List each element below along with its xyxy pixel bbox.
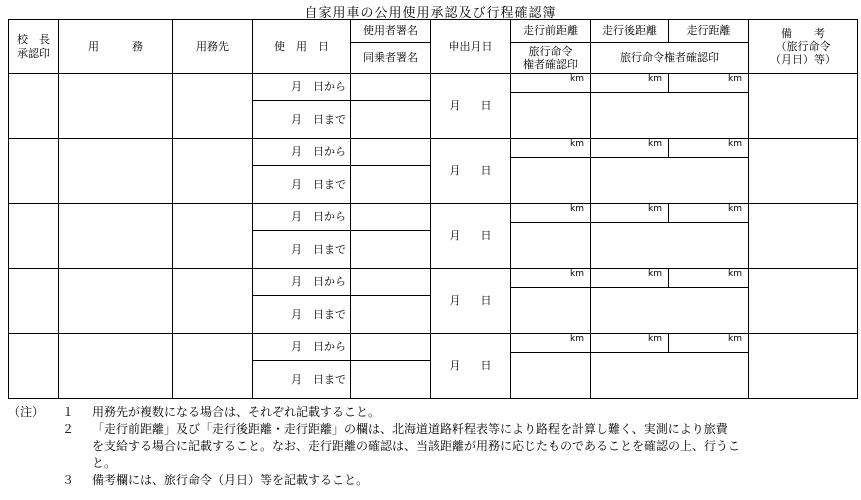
- remarks-cell[interactable]: [749, 139, 858, 204]
- duty-cell[interactable]: [59, 204, 173, 269]
- note-prefix: [8, 472, 62, 489]
- km-unit: km: [570, 204, 584, 214]
- note-line: [8, 472, 854, 489]
- note-number: ２: [62, 422, 75, 436]
- user-signature-cell[interactable]: [351, 334, 431, 361]
- header-travel-order-seal-line2: 権者確認印: [523, 58, 578, 71]
- note-number: [62, 455, 92, 472]
- date-from-label: 月 日から: [291, 275, 346, 289]
- passenger-signature-cell[interactable]: [351, 360, 431, 399]
- principal-seal-cell[interactable]: [9, 204, 59, 269]
- user-signature-cell[interactable]: [351, 139, 431, 166]
- distance-before-cell[interactable]: [511, 334, 591, 353]
- note-prefix: [8, 421, 62, 438]
- date-from-cell[interactable]: [253, 334, 351, 361]
- principal-seal-cell[interactable]: [9, 74, 59, 139]
- date-to-cell[interactable]: [253, 360, 351, 399]
- date-to-label: 月 日まで: [291, 372, 346, 386]
- header-principal-seal: [9, 20, 59, 74]
- header-remarks-line2: （旅行命令: [775, 39, 831, 53]
- passenger-signature-cell[interactable]: [351, 165, 431, 204]
- header-application-date: 申出月日: [431, 20, 511, 74]
- distance-after-cell[interactable]: [591, 204, 669, 223]
- header-user-signature: 使用者署名: [351, 20, 431, 43]
- km-unit: km: [648, 74, 662, 84]
- principal-seal-cell[interactable]: [9, 269, 59, 334]
- note-text: 「走行前距離」及び「走行後距離・走行距離」の欄は、北海道道路粁程表等により路程を計算し難く、実測により旅費: [92, 422, 728, 436]
- header-usage-date: 使 用 日: [253, 20, 351, 74]
- date-from-cell[interactable]: [253, 74, 351, 101]
- km-unit: km: [648, 269, 662, 279]
- remarks-cell[interactable]: [749, 334, 858, 399]
- application-month: 月: [449, 294, 461, 308]
- note-text: を支給する場合に記載すること。なお、走行距離の確認は、当該距離が用務に応じたものであることを確認の上、行うこ: [92, 439, 741, 453]
- record-row: [9, 74, 858, 93]
- destination-cell[interactable]: [173, 334, 253, 399]
- note-line: [8, 421, 854, 438]
- duty-cell[interactable]: [59, 334, 173, 399]
- header-remarks: [749, 20, 858, 74]
- header-distance-after: 走行後距離: [591, 20, 669, 43]
- km-unit: km: [728, 269, 742, 279]
- header-destination: 用務先: [173, 20, 253, 74]
- header-travel-order-seal: [511, 43, 591, 74]
- principal-seal-cell[interactable]: [9, 139, 59, 204]
- km-unit: km: [728, 334, 742, 344]
- header-principal-seal-line1: 校 長: [17, 33, 50, 47]
- application-month: 月: [449, 359, 461, 373]
- note-line: [8, 455, 854, 472]
- date-to-cell[interactable]: [253, 100, 351, 139]
- distance-traveled-cell[interactable]: [669, 204, 749, 223]
- application-day: 日: [480, 359, 492, 373]
- date-to-cell[interactable]: [253, 230, 351, 269]
- km-unit: km: [648, 204, 662, 214]
- travel-order-seal-cell[interactable]: [511, 353, 591, 399]
- application-month: 月: [449, 229, 461, 243]
- principal-seal-cell[interactable]: [9, 334, 59, 399]
- date-to-label: 月 日まで: [291, 307, 346, 321]
- destination-cell[interactable]: [173, 204, 253, 269]
- application-date-cell[interactable]: [431, 269, 511, 334]
- km-unit: km: [570, 334, 584, 344]
- date-from-cell[interactable]: [253, 269, 351, 296]
- note-text: と。: [92, 456, 117, 470]
- distance-traveled-cell[interactable]: [669, 269, 749, 288]
- header-duty: 用 務: [59, 20, 173, 74]
- km-unit: km: [728, 139, 742, 149]
- header-distance-before: 走行前距離: [511, 20, 591, 43]
- remarks-cell[interactable]: [749, 269, 858, 334]
- header-passenger-signature: 同乗者署名: [351, 43, 431, 74]
- travel-order-seal-wide-cell[interactable]: [591, 223, 749, 269]
- record-row: [9, 269, 858, 288]
- remarks-cell[interactable]: [749, 204, 858, 269]
- application-day: 日: [480, 229, 492, 243]
- km-unit: km: [728, 204, 742, 214]
- date-from-label: 月 日から: [291, 210, 346, 224]
- application-day: 日: [480, 294, 492, 308]
- distance-before-cell[interactable]: [511, 269, 591, 288]
- note-prefix: [8, 438, 62, 455]
- km-unit: km: [648, 334, 662, 344]
- application-date-cell[interactable]: [431, 74, 511, 139]
- application-date-cell[interactable]: [431, 334, 511, 399]
- remarks-cell[interactable]: [749, 74, 858, 139]
- travel-order-seal-wide-cell[interactable]: [591, 353, 749, 399]
- application-day: 日: [480, 164, 492, 178]
- notes-section: [8, 404, 854, 489]
- header-row-1: [9, 20, 858, 43]
- duty-cell[interactable]: [59, 269, 173, 334]
- application-date-cell[interactable]: [431, 139, 511, 204]
- passenger-signature-cell[interactable]: [351, 100, 431, 139]
- passenger-signature-cell[interactable]: [351, 295, 431, 334]
- duty-cell[interactable]: [59, 74, 173, 139]
- ledger-table: [8, 19, 858, 399]
- record-row: [9, 139, 858, 158]
- destination-cell[interactable]: [173, 74, 253, 139]
- date-from-cell[interactable]: [253, 204, 351, 231]
- user-signature-cell[interactable]: [351, 269, 431, 296]
- distance-after-cell[interactable]: [591, 269, 669, 288]
- distance-traveled-cell[interactable]: [669, 139, 749, 158]
- date-to-cell[interactable]: [253, 165, 351, 204]
- duty-cell[interactable]: [59, 139, 173, 204]
- travel-order-seal-wide-cell[interactable]: [591, 288, 749, 334]
- header-distance-traveled: 走行距離: [669, 20, 749, 43]
- km-unit: km: [570, 74, 584, 84]
- travel-order-seal-cell[interactable]: [511, 223, 591, 269]
- date-from-label: 月 日から: [291, 80, 346, 94]
- distance-traveled-cell[interactable]: [669, 334, 749, 353]
- date-from-cell[interactable]: [253, 139, 351, 166]
- distance-after-cell[interactable]: [591, 74, 669, 93]
- date-to-label: 月 日まで: [291, 177, 346, 191]
- date-from-label: 月 日から: [291, 145, 346, 159]
- km-unit: km: [570, 139, 584, 149]
- note-number: ３: [62, 473, 75, 487]
- distance-traveled-cell[interactable]: [669, 74, 749, 93]
- note-number: １: [62, 405, 75, 419]
- record-row: [9, 204, 858, 223]
- header-travel-order-seal-line1: 旅行命令: [528, 44, 573, 58]
- application-day: 日: [480, 99, 492, 113]
- travel-order-seal-cell[interactable]: [511, 158, 591, 204]
- note-text: 用務先が複数になる場合は、それぞれ記載すること。: [92, 405, 381, 419]
- date-from-label: 月 日から: [291, 340, 346, 354]
- km-unit: km: [648, 139, 662, 149]
- destination-cell[interactable]: [173, 269, 253, 334]
- distance-after-cell[interactable]: [591, 139, 669, 158]
- header-remarks-line3: （月日）等）: [770, 53, 836, 67]
- distance-after-cell[interactable]: [591, 334, 669, 353]
- travel-order-seal-wide-cell[interactable]: [591, 158, 749, 204]
- application-date-cell[interactable]: [431, 204, 511, 269]
- note-number: [62, 438, 92, 455]
- application-month: 月: [449, 164, 461, 178]
- note-line: [8, 404, 854, 421]
- header-travel-order-seal-wide: 旅行命令権者確認印: [591, 43, 749, 74]
- travel-order-seal-wide-cell[interactable]: [591, 93, 749, 139]
- date-to-label: 月 日まで: [291, 242, 346, 256]
- record-row: [9, 334, 858, 353]
- header-principal-seal-line2: 承認印: [17, 46, 50, 60]
- user-signature-cell[interactable]: [351, 204, 431, 231]
- header-remarks-line1: 備 考: [781, 26, 825, 40]
- form-title: 自家用車の公用使用承認及び行程確認簿: [304, 6, 557, 21]
- date-to-label: 月 日まで: [291, 112, 346, 126]
- note-text: 備考欄には、旅行命令（月日）等を記載すること。: [92, 473, 369, 487]
- note-prefix: [8, 455, 62, 472]
- note-line: [8, 438, 854, 455]
- distance-before-cell[interactable]: [511, 139, 591, 158]
- passenger-signature-cell[interactable]: [351, 230, 431, 269]
- travel-order-seal-cell[interactable]: [511, 288, 591, 334]
- destination-cell[interactable]: [173, 139, 253, 204]
- note-prefix: （注）: [8, 405, 45, 419]
- km-unit: km: [570, 269, 584, 279]
- travel-order-seal-cell[interactable]: [511, 93, 591, 139]
- user-signature-cell[interactable]: [351, 74, 431, 101]
- distance-before-cell[interactable]: [511, 204, 591, 223]
- date-to-cell[interactable]: [253, 295, 351, 334]
- application-month: 月: [449, 99, 461, 113]
- km-unit: km: [728, 74, 742, 84]
- distance-before-cell[interactable]: [511, 74, 591, 93]
